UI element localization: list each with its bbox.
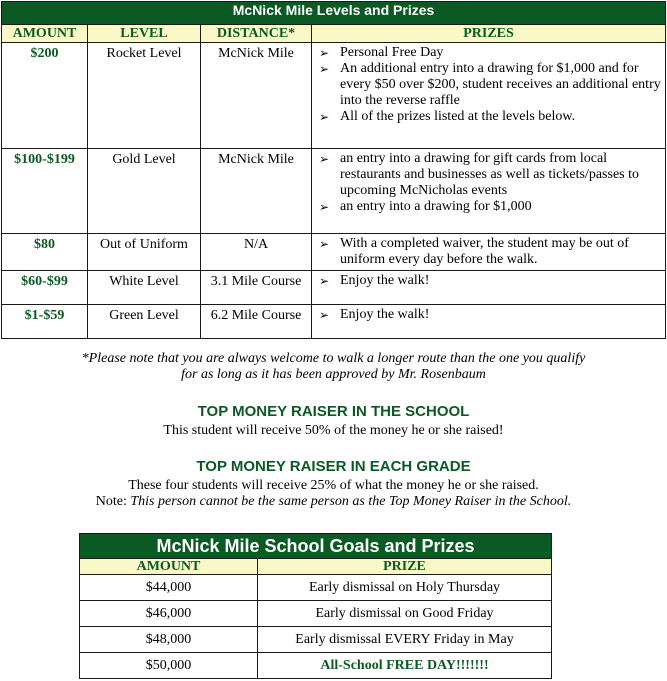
goals-header-prize: PRIZE: [258, 559, 552, 575]
table-row: [2, 305, 666, 339]
row-prizes: [312, 305, 666, 339]
top-school-title: TOP MONEY RAISER IN THE SCHOOL: [197, 403, 470, 420]
list-item: ➢ Personal Free Day: [319, 45, 444, 60]
arrow-bullet-icon: ➢: [319, 274, 330, 288]
header-prizes: PRIZES: [312, 25, 666, 43]
row-level: Rocket Level: [88, 43, 201, 149]
row-distance: 6.2 Mile Course: [201, 305, 312, 339]
goal-prize: All-School FREE DAY!!!!!!!: [258, 653, 552, 679]
row-level: Gold Level: [88, 149, 201, 234]
levels-table: [1, 1, 666, 339]
row-prizes: [312, 234, 666, 271]
table-row: [80, 601, 552, 627]
note-label: Note:: [95, 494, 127, 509]
row-level: White Level: [88, 271, 201, 305]
list-item: ➢ an entry into a drawing for gift cards from local restaurants and businesses as well as tickets/passes to upcoming McNicholas events: [319, 151, 639, 198]
row-distance: McNick Mile: [201, 43, 312, 149]
goals-table: [79, 533, 552, 679]
table-row: [80, 653, 552, 679]
goal-amount: $50,000: [80, 653, 258, 679]
note-text: This person cannot be the same person as the Top Money Raiser in the School.: [130, 494, 572, 509]
table-row: [2, 271, 666, 305]
arrow-bullet-icon: ➢: [319, 200, 330, 214]
row-distance: N/A: [201, 234, 312, 271]
goal-prize: Early dismissal EVERY Friday in May: [258, 627, 552, 653]
list-item: ➢ An additional entry into a drawing for $1,000 and for every $50 over $200, student receives an additional entry into the reverse raffle: [319, 61, 661, 108]
arrow-bullet-icon: ➢: [319, 46, 330, 60]
list-item: ➢ All of the prizes listed at the levels below.: [319, 109, 576, 124]
row-prizes: [312, 149, 666, 234]
table-row: [2, 43, 666, 149]
header-distance: DISTANCE*: [201, 25, 312, 43]
goal-amount: $48,000: [80, 627, 258, 653]
goals-table-title: McNick Mile School Goals and Prizes: [80, 534, 552, 559]
list-item: ➢ Enjoy the walk!: [319, 307, 430, 322]
table-row: [80, 575, 552, 601]
list-item: ➢ an entry into a drawing for $1,000: [319, 199, 532, 214]
row-amount: $100-$199: [2, 149, 88, 234]
row-distance: 3.1 Mile Course: [201, 271, 312, 305]
goal-amount: $46,000: [80, 601, 258, 627]
row-prizes: [312, 43, 666, 149]
arrow-bullet-icon: ➢: [319, 237, 330, 251]
list-item: ➢ With a completed waiver, the student may be out of uniform every day before the walk.: [319, 236, 629, 267]
footnote-line-2: for as long as it has been approved by Mr. Rosenbaum: [181, 367, 486, 382]
goal-prize: Early dismissal on Good Friday: [258, 601, 552, 627]
row-level: Green Level: [88, 305, 201, 339]
top-grade-note: [0, 494, 667, 510]
table-row: [2, 234, 666, 271]
table-row: [80, 627, 552, 653]
header-level: LEVEL: [88, 25, 201, 43]
header-amount: AMOUNT: [2, 25, 88, 43]
goal-amount: $44,000: [80, 575, 258, 601]
goals-header-amount: AMOUNT: [80, 559, 258, 575]
row-distance: McNick Mile: [201, 149, 312, 234]
arrow-bullet-icon: ➢: [319, 152, 330, 166]
levels-table-title: McNick Mile Levels and Prizes: [2, 2, 666, 25]
row-level: Out of Uniform: [88, 234, 201, 271]
table-row: [2, 149, 666, 234]
list-item: ➢ Enjoy the walk!: [319, 273, 430, 288]
row-amount: $60-$99: [2, 271, 88, 305]
goal-prize: Early dismissal on Holy Thursday: [258, 575, 552, 601]
row-amount: $1-$59: [2, 305, 88, 339]
footnote-line-1: *Please note that you are always welcome to walk a longer route than the one you qualify: [81, 351, 586, 366]
arrow-bullet-icon: ➢: [319, 110, 330, 124]
top-grade-text: These four students will receive 25% of what the money he or she raised.: [128, 478, 539, 493]
top-school-text: This student will receive 50% of the money he or she raised!: [163, 423, 504, 438]
row-amount: $80: [2, 234, 88, 271]
arrow-bullet-icon: ➢: [319, 62, 330, 76]
row-amount: $200: [2, 43, 88, 149]
arrow-bullet-icon: ➢: [319, 308, 330, 322]
top-grade-title: TOP MONEY RAISER IN EACH GRADE: [196, 458, 471, 475]
row-prizes: [312, 271, 666, 305]
